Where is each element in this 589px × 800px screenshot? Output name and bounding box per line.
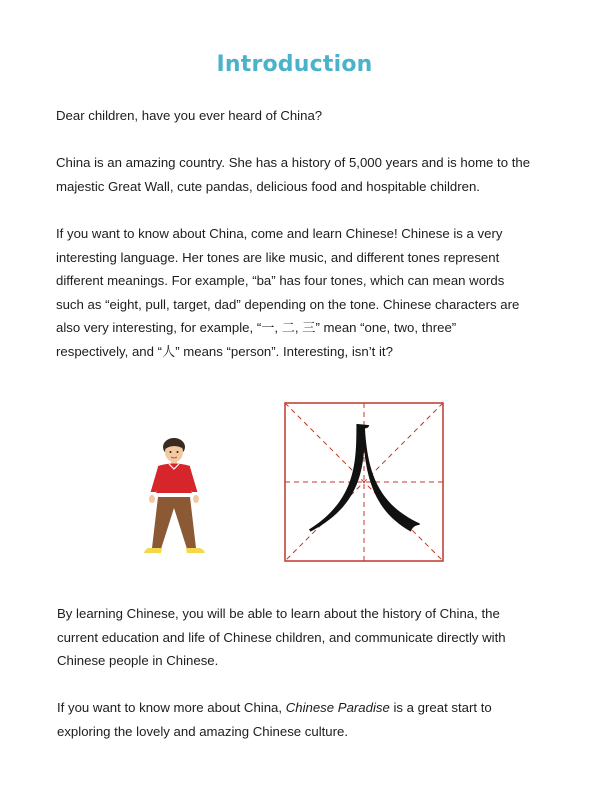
paragraph-chinese-paradise: [57, 696, 533, 743]
paragraph-learn-chinese: If you want to know about China, come and learn Chinese! Chinese is a very interesting language. Her tones are like music, and different tones represent different meanings. For example, “ba” has four tones, which can mean words such as “eight, pull, target, dad” depending on the tone. Chinese characters are also very interesting, for example, “一, 二, 三” mean “one, two, three” respectively, and “人” means “person”. Interesting, isn’t it?: [56, 226, 520, 359]
p5-text-before: If you want to know more about China,: [57, 700, 286, 715]
paragraph-benefits: By learning Chinese, you will be able to learn about the history of China, the current education and life of Chinese children, and communicate directly with Chinese people in Chinese.: [57, 606, 506, 669]
chinese-character: 人: [304, 412, 424, 551]
boy-illustration: [136, 434, 216, 560]
paragraph-greeting: Dear children, have you ever heard of China?: [56, 108, 323, 123]
page-title: Introduction: [216, 52, 373, 77]
character-practice-grid: [284, 402, 444, 562]
p5-text-after: is a great start to exploring the lovely and amazing Chinese culture.: [57, 700, 492, 739]
book-title: Chinese Paradise: [285, 700, 390, 715]
paragraph-china-intro: China is an amazing country. She has a history of 5,000 years and is home to the majestic Great Wall, cute pandas, delicious food and hospitable children.: [56, 155, 531, 194]
